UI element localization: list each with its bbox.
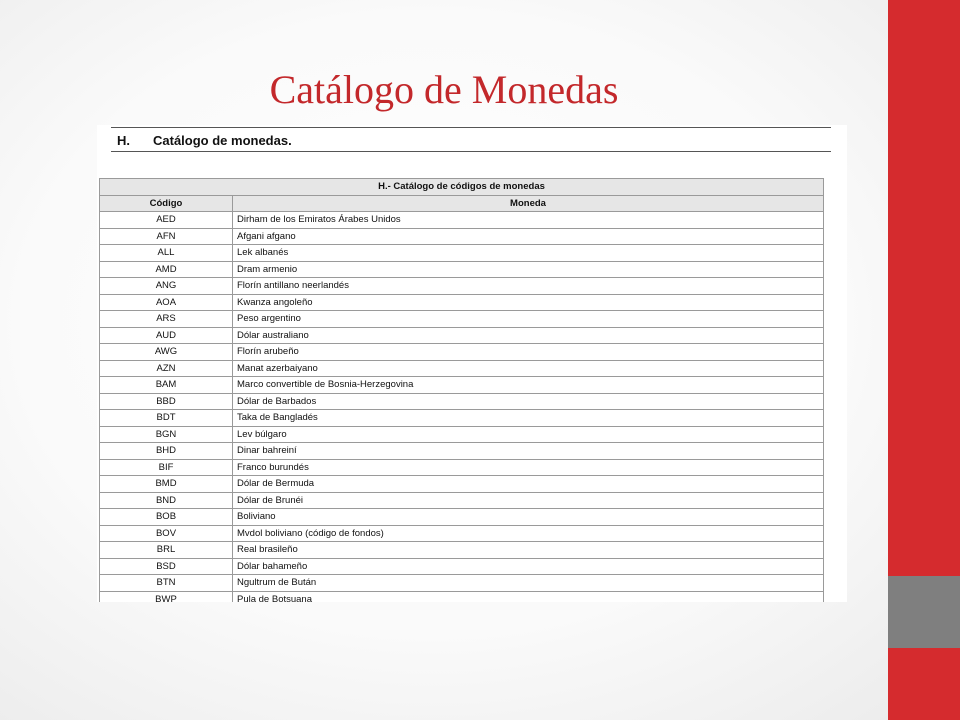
table-row (100, 360, 824, 377)
currency-code: BTN (100, 575, 233, 592)
currency-name: Dólar bahameño (233, 558, 824, 575)
currency-code: ARS (100, 311, 233, 328)
table-row (100, 261, 824, 278)
document-excerpt (97, 125, 847, 602)
currency-code: BDT (100, 410, 233, 427)
table-body (100, 212, 824, 603)
currency-name: Ngultrum de Bután (233, 575, 824, 592)
currency-code: BRL (100, 542, 233, 559)
side-accent-red-bottom (888, 648, 960, 720)
currency-code: BSD (100, 558, 233, 575)
table-row (100, 426, 824, 443)
currency-name: Boliviano (233, 509, 824, 526)
table-row (100, 476, 824, 493)
currency-name: Afgani afgano (233, 228, 824, 245)
side-accent-gray (888, 576, 960, 648)
table-row (100, 377, 824, 394)
currency-code: BMD (100, 476, 233, 493)
table-row (100, 459, 824, 476)
table-row (100, 525, 824, 542)
column-header-name: Moneda (233, 195, 824, 212)
section-letter: H. (117, 133, 130, 148)
currency-name: Real brasileño (233, 542, 824, 559)
table-row (100, 410, 824, 427)
currency-code: ALL (100, 245, 233, 262)
currency-name: Marco convertible de Bosnia-Herzegovina (233, 377, 824, 394)
table-row (100, 393, 824, 410)
currency-table (99, 178, 824, 602)
currency-code: BAM (100, 377, 233, 394)
table-row (100, 228, 824, 245)
side-accent-red-top (888, 0, 960, 576)
currency-name: Taka de Bangladés (233, 410, 824, 427)
table-row (100, 344, 824, 361)
table-row (100, 278, 824, 295)
table-row (100, 509, 824, 526)
currency-code: AOA (100, 294, 233, 311)
currency-code: BOB (100, 509, 233, 526)
currency-code: AFN (100, 228, 233, 245)
currency-code: AED (100, 212, 233, 229)
table-row (100, 245, 824, 262)
currency-code: BBD (100, 393, 233, 410)
currency-code: ANG (100, 278, 233, 295)
slide-title: Catálogo de Monedas (269, 67, 619, 112)
table-row (100, 311, 824, 328)
table-row (100, 327, 824, 344)
currency-name: Franco burundés (233, 459, 824, 476)
currency-code: AZN (100, 360, 233, 377)
section-heading (117, 133, 292, 148)
table-row (100, 542, 824, 559)
currency-code: AMD (100, 261, 233, 278)
currency-name: Dinar bahreiní (233, 443, 824, 460)
section-rule-top (111, 127, 831, 128)
currency-name: Florín arubeño (233, 344, 824, 361)
table-row (100, 575, 824, 592)
currency-code: BGN (100, 426, 233, 443)
currency-name: Lev búlgaro (233, 426, 824, 443)
currency-name: Peso argentino (233, 311, 824, 328)
currency-name: Kwanza angoleño (233, 294, 824, 311)
currency-name: Dirham de los Emiratos Árabes Unidos (233, 212, 824, 229)
currency-code: BIF (100, 459, 233, 476)
currency-name: Mvdol boliviano (código de fondos) (233, 525, 824, 542)
table-row (100, 591, 824, 602)
table-row (100, 294, 824, 311)
table-row (100, 492, 824, 509)
currency-code: AUD (100, 327, 233, 344)
currency-name: Florín antillano neerlandés (233, 278, 824, 295)
currency-name: Dólar de Barbados (233, 393, 824, 410)
currency-name: Pula de Botsuana (233, 591, 824, 602)
currency-code: BHD (100, 443, 233, 460)
currency-name: Dólar de Brunéi (233, 492, 824, 509)
table-row (100, 558, 824, 575)
table-header-row (100, 195, 824, 212)
currency-name: Manat azerbaiyano (233, 360, 824, 377)
currency-name: Dólar australiano (233, 327, 824, 344)
table-row (100, 212, 824, 229)
table-row (100, 443, 824, 460)
section-rule-bottom (111, 151, 831, 152)
currency-name: Lek albanés (233, 245, 824, 262)
currency-code: BND (100, 492, 233, 509)
section-title: Catálogo de monedas. (153, 133, 292, 148)
currency-code: BWP (100, 591, 233, 602)
currency-name: Dólar de Bermuda (233, 476, 824, 493)
currency-code: BOV (100, 525, 233, 542)
table-title: H.- Catálogo de códigos de monedas (100, 179, 824, 196)
table-title-row (100, 179, 824, 196)
currency-name: Dram armenio (233, 261, 824, 278)
column-header-code: Código (100, 195, 233, 212)
currency-code: AWG (100, 344, 233, 361)
